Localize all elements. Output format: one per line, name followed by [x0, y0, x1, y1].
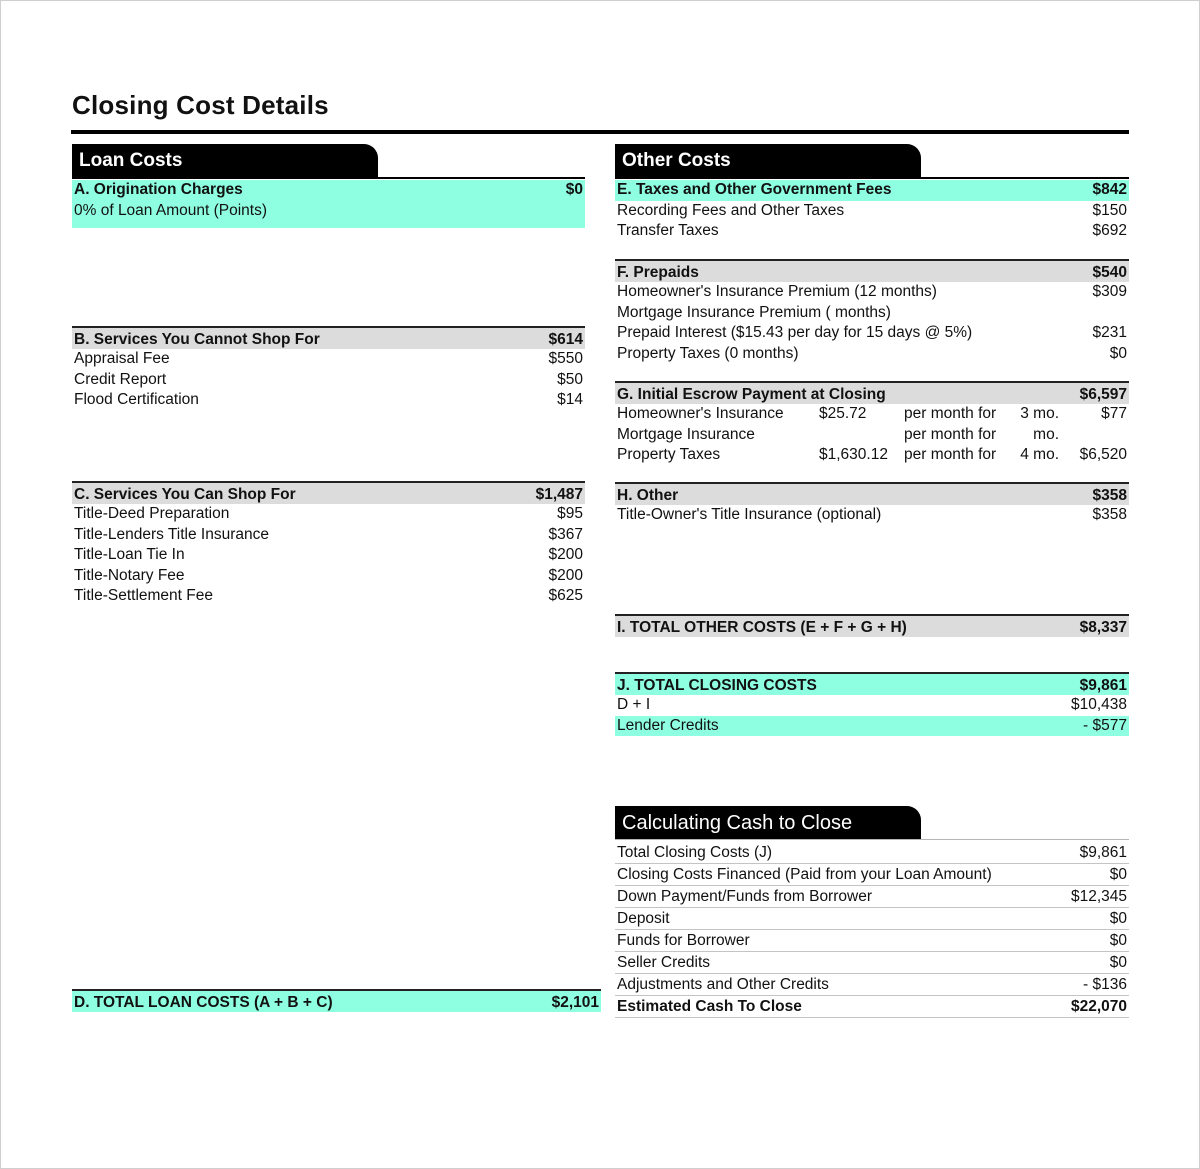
- section-a-item: [72, 201, 585, 228]
- escrow-row: [615, 404, 1129, 425]
- section-g-amount: $6,597: [1079, 386, 1127, 403]
- item-amount: $50: [557, 370, 583, 388]
- cash-to-close-rule: [615, 839, 1129, 840]
- section-e: [615, 180, 1129, 242]
- row-label: Down Payment/Funds from Borrower: [617, 888, 872, 905]
- table-row: [615, 842, 1129, 864]
- item-label: Title-Lenders Title Insurance: [74, 525, 269, 543]
- section-b-header: [72, 326, 585, 349]
- item-amount: $367: [548, 525, 583, 543]
- section-j-amount: $9,861: [1079, 677, 1127, 694]
- item-label: Title-Settlement Fee: [74, 587, 213, 605]
- section-f-amount: $540: [1092, 264, 1127, 281]
- row-label: Deposit: [617, 910, 670, 927]
- list-item: [615, 221, 1129, 242]
- section-h-header: [615, 482, 1129, 505]
- row-amount: $0: [1109, 932, 1127, 949]
- lender-credits-row: [615, 716, 1129, 737]
- section-b: [72, 326, 585, 411]
- cash-to-close-total: [615, 996, 1129, 1018]
- item-amount: $625: [548, 587, 583, 605]
- section-a: [72, 180, 585, 228]
- escrow-row: [615, 425, 1129, 446]
- item-amount: $309: [1092, 283, 1127, 300]
- section-d-total: [72, 989, 601, 1012]
- section-a-label: A. Origination Charges: [74, 181, 243, 198]
- cash-to-close-tab: Calculating Cash to Close: [615, 806, 921, 840]
- item-rate: $1,630.12: [819, 446, 888, 464]
- section-e-label: E. Taxes and Other Government Fees: [617, 181, 892, 198]
- page-title: Closing Cost Details: [72, 90, 329, 120]
- section-c-label: C. Services You Can Shop For: [74, 486, 296, 503]
- list-item: [615, 303, 1129, 324]
- item-amount: $550: [548, 350, 583, 367]
- other-costs-tab: Other Costs: [615, 144, 921, 178]
- list-item: [615, 344, 1129, 365]
- section-i-label: I. TOTAL OTHER COSTS (E + F + G + H): [617, 619, 907, 636]
- item-label: D + I: [617, 696, 651, 713]
- item-rate: $25.72: [819, 405, 867, 422]
- item-amount: $200: [548, 546, 583, 564]
- row-label: Closing Costs Financed (Paid from your Loan Amount): [617, 866, 992, 883]
- title-divider: [71, 130, 1129, 134]
- section-g-header: [615, 381, 1129, 404]
- section-f-header: [615, 259, 1129, 282]
- section-i: [615, 614, 1129, 637]
- section-b-amount: $614: [548, 331, 583, 348]
- item-months: 4 mo.: [1020, 446, 1059, 464]
- item-label: 0% of Loan Amount (Points): [74, 201, 268, 219]
- row-amount: $12,345: [1070, 888, 1127, 905]
- item-label: Title-Deed Preparation: [74, 505, 230, 522]
- list-item: [615, 695, 1129, 716]
- table-row: [615, 864, 1129, 886]
- section-f: [615, 259, 1129, 364]
- list-item: [615, 323, 1129, 344]
- list-item: [72, 349, 585, 370]
- section-c-amount: $1,487: [535, 486, 583, 503]
- item-months: mo.: [1033, 425, 1059, 443]
- item-per: per month for: [904, 405, 997, 422]
- item-label: Recording Fees and Other Taxes: [617, 201, 845, 219]
- section-d-amount: $2,101: [551, 994, 599, 1011]
- escrow-row: [615, 445, 1129, 466]
- section-d-label: D. TOTAL LOAN COSTS (A + B + C): [74, 994, 333, 1011]
- item-label: Prepaid Interest ($15.43 per day for 15 days @ 5%): [617, 324, 973, 342]
- table-row: [615, 974, 1129, 996]
- section-h-label: H. Other: [617, 487, 679, 504]
- section-d: [72, 989, 601, 1012]
- item-amount: $692: [1092, 222, 1127, 240]
- item-label: Homeowner's Insurance: [617, 405, 784, 422]
- total-label: Estimated Cash To Close: [617, 998, 802, 1015]
- table-row: [615, 930, 1129, 952]
- item-label: Title-Notary Fee: [74, 566, 185, 584]
- section-i-total: [615, 614, 1129, 637]
- item-amount: - $577: [1083, 716, 1127, 734]
- item-label: Title-Loan Tie In: [74, 546, 185, 564]
- item-amount: $200: [548, 566, 583, 584]
- section-j: [615, 672, 1129, 736]
- list-item: [615, 505, 1129, 526]
- section-i-amount: $8,337: [1079, 619, 1127, 636]
- item-amount: $6,520: [1079, 446, 1127, 464]
- section-g: [615, 381, 1129, 466]
- item-amount: $10,438: [1070, 696, 1127, 713]
- list-item: [615, 201, 1129, 222]
- row-amount: $0: [1109, 866, 1127, 883]
- list-item: [72, 390, 585, 411]
- section-g-label: G. Initial Escrow Payment at Closing: [617, 386, 886, 403]
- item-label: Appraisal Fee: [74, 350, 170, 367]
- item-months: 3 mo.: [1020, 405, 1059, 422]
- row-amount: $0: [1109, 954, 1127, 971]
- section-c-header: [72, 481, 585, 504]
- row-label: Adjustments and Other Credits: [617, 976, 829, 993]
- item-per: per month for: [904, 446, 997, 464]
- section-e-amount: $842: [1092, 181, 1127, 198]
- item-label: Lender Credits: [617, 716, 719, 734]
- row-amount: $9,861: [1079, 844, 1127, 861]
- item-amount: $77: [1101, 405, 1127, 422]
- list-item: [72, 586, 585, 607]
- loan-costs-rule: [72, 177, 585, 179]
- list-item: [72, 545, 585, 566]
- item-amount: $150: [1092, 201, 1127, 219]
- section-b-label: B. Services You Cannot Shop For: [74, 331, 320, 348]
- item-label: Transfer Taxes: [617, 222, 719, 240]
- item-amount: $231: [1092, 324, 1127, 342]
- section-h: [615, 482, 1129, 526]
- item-label: Title-Owner's Title Insurance (optional): [617, 506, 882, 523]
- item-amount: $0: [1109, 344, 1127, 362]
- other-costs-rule: [615, 177, 1129, 179]
- list-item: [615, 282, 1129, 303]
- row-label: Total Closing Costs (J): [617, 844, 773, 861]
- section-e-header: [615, 180, 1129, 201]
- list-item: [72, 566, 585, 587]
- item-label: Property Taxes: [617, 446, 721, 464]
- item-label: Flood Certification: [74, 391, 199, 409]
- table-row: [615, 908, 1129, 930]
- section-a-header: [72, 180, 585, 201]
- row-label: Seller Credits: [617, 954, 711, 971]
- section-c: [72, 481, 585, 607]
- row-label: Funds for Borrower: [617, 932, 750, 949]
- table-row: [615, 952, 1129, 974]
- row-amount: - $136: [1083, 976, 1127, 993]
- list-item: [72, 504, 585, 525]
- row-amount: $0: [1109, 910, 1127, 927]
- item-per: per month for: [904, 425, 997, 443]
- list-item: [72, 370, 585, 391]
- item-label: Credit Report: [74, 370, 167, 388]
- cash-to-close-table: [615, 842, 1129, 1018]
- item-label: Mortgage Insurance Premium ( months): [617, 303, 891, 321]
- section-j-header: [615, 672, 1129, 695]
- section-f-label: F. Prepaids: [617, 264, 699, 281]
- item-amount: $95: [557, 505, 583, 522]
- item-label: Mortgage Insurance: [617, 425, 755, 443]
- section-j-label: J. TOTAL CLOSING COSTS: [617, 677, 817, 694]
- total-amount: $22,070: [1070, 998, 1127, 1015]
- item-label: Property Taxes (0 months): [617, 344, 799, 362]
- item-label: Homeowner's Insurance Premium (12 months): [617, 283, 937, 300]
- item-amount: $358: [1092, 506, 1127, 523]
- section-h-amount: $358: [1092, 487, 1127, 504]
- section-a-amount: $0: [565, 181, 583, 198]
- loan-costs-tab: Loan Costs: [72, 144, 378, 178]
- table-row: [615, 886, 1129, 908]
- item-amount: $14: [557, 391, 583, 409]
- list-item: [72, 525, 585, 546]
